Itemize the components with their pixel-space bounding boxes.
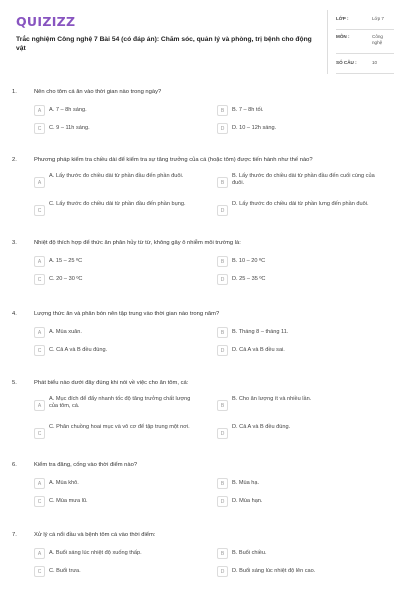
option-letter-box: C xyxy=(34,496,45,507)
option-letter-box: D xyxy=(217,274,228,285)
meta-label: MÔN : xyxy=(336,34,350,39)
option-text: B. 10 – 20 ºC xyxy=(232,257,266,264)
meta-row-subject xyxy=(336,34,394,54)
answer-option-b[interactable] xyxy=(217,105,377,117)
option-letter-box: B xyxy=(217,478,228,489)
option-letter-box: B xyxy=(217,256,228,267)
question-text: Kiểm tra đăng, cống vào thời điểm nào? xyxy=(34,462,138,468)
question-number: 7. xyxy=(12,532,17,538)
answer-option-a[interactable] xyxy=(34,548,194,560)
option-letter-box: C xyxy=(34,274,45,285)
question-block xyxy=(12,380,388,440)
option-text: C. Buổi trưa. xyxy=(49,567,81,574)
option-text: B. Tháng 8 – tháng 11. xyxy=(232,328,289,335)
option-letter-box: A xyxy=(34,478,45,489)
option-text: A. Mùa xuân. xyxy=(49,328,82,335)
answer-option-a[interactable] xyxy=(34,478,194,490)
answer-option-b[interactable] xyxy=(217,256,377,268)
option-text: C. Phân chuồng hoai mục và vô cơ để tập trung một nơi. xyxy=(49,424,190,430)
answer-option-b[interactable] xyxy=(217,548,377,560)
answer-option-d[interactable] xyxy=(217,123,377,135)
meta-label: SỐ CÂU : xyxy=(336,60,357,65)
answer-option-b[interactable] xyxy=(217,327,377,339)
option-letter-box: D xyxy=(217,345,228,356)
option-letter-box: C xyxy=(34,428,45,439)
question-block xyxy=(12,89,388,149)
question-text: Phương pháp kiểm tra chiều dài để kiểm tra sự tăng trưởng của cá (hoặc tôm) được tiến hành như thế nào? xyxy=(34,157,313,163)
option-text: B. Mùa hạ. xyxy=(232,479,260,486)
option-text: D. 25 – 35 ºC xyxy=(232,275,266,282)
option-text: D. Lấy thước đo chiều dài từ phần lưng đến phần đuôi. xyxy=(232,201,369,207)
option-letter-box: B xyxy=(217,327,228,338)
option-text: C. Mùa mưa lũ. xyxy=(49,497,88,504)
question-number: 2. xyxy=(12,157,17,163)
option-letter-box: D xyxy=(217,123,228,134)
question-block xyxy=(12,311,388,371)
question-text: Nên cho tôm cá ăn vào thời gian nào trong ngày? xyxy=(34,89,162,95)
option-letter-box: A xyxy=(34,548,45,559)
answer-option-c[interactable] xyxy=(34,345,194,357)
option-letter-box: B xyxy=(217,400,228,411)
option-letter-box: A xyxy=(34,177,45,188)
option-text: D. Mùa hạn. xyxy=(232,497,263,504)
answer-option-d[interactable] xyxy=(217,424,377,444)
worksheet-meta xyxy=(327,10,392,74)
option-letter-box: A xyxy=(34,105,45,116)
meta-row-class xyxy=(336,16,394,30)
option-text: A. 7 – 8h sáng. xyxy=(49,106,87,113)
option-letter-box: C xyxy=(34,205,45,216)
meta-row-question-count xyxy=(336,60,394,74)
question-block xyxy=(12,157,388,217)
option-letter-box: B xyxy=(217,177,228,188)
answer-option-d[interactable] xyxy=(217,201,377,221)
option-text: C. Cả A và B đều đúng. xyxy=(49,346,108,353)
meta-value: 10 xyxy=(372,60,378,65)
option-text: A. Mục đích để đẩy nhanh tốc độ tăng trưởng chất lượng của tôm, cá. xyxy=(49,396,191,410)
meta-label: LỚP : xyxy=(336,16,349,21)
option-letter-box: C xyxy=(34,566,45,577)
question-number: 1. xyxy=(12,89,17,95)
question-text: Nhiệt độ thích hợp để thức ăn phân hủy từ từ, không gây ô nhiễm môi trường là: xyxy=(34,240,241,246)
answer-option-c[interactable] xyxy=(34,201,194,221)
option-text: C. Lấy thước đo chiều dài từ phần đầu đến phần bụng. xyxy=(49,201,186,207)
option-letter-box: D xyxy=(217,428,228,439)
option-letter-box: D xyxy=(217,566,228,577)
answer-option-b[interactable] xyxy=(217,396,377,416)
question-text: Phát biểu nào dưới đây đúng khi nói về việc cho ăn tôm, cá: xyxy=(34,380,189,386)
question-number: 5. xyxy=(12,380,17,386)
meta-value: Lớp 7 xyxy=(372,16,384,21)
option-text: C. 20 – 30 ºC xyxy=(49,275,83,282)
answer-option-a[interactable] xyxy=(34,396,194,416)
answer-option-b[interactable] xyxy=(217,478,377,490)
quizizz-logo: QUIZIZZ xyxy=(16,14,76,29)
question-number: 6. xyxy=(12,462,17,468)
answer-option-a[interactable] xyxy=(34,173,194,193)
option-letter-box: B xyxy=(217,105,228,116)
answer-option-d[interactable] xyxy=(217,274,377,286)
option-text: B. 7 – 8h tối. xyxy=(232,106,264,113)
option-letter-box: C xyxy=(34,123,45,134)
answer-option-a[interactable] xyxy=(34,256,194,268)
question-block xyxy=(12,240,388,300)
answer-option-c[interactable] xyxy=(34,424,194,444)
question-block xyxy=(12,462,388,522)
option-letter-box: A xyxy=(34,400,45,411)
worksheet-title: Trắc nghiệm Công nghệ 7 Bài 54 (có đáp án): Chăm sóc, quản lý và phòng, trị bệnh cho động vật xyxy=(16,36,312,53)
answer-option-c[interactable] xyxy=(34,566,194,578)
option-letter-box: A xyxy=(34,256,45,267)
question-block xyxy=(12,532,388,592)
option-text: A. Mùa khô. xyxy=(49,479,79,486)
question-number: 4. xyxy=(12,311,17,317)
question-number: 3. xyxy=(12,240,17,246)
option-text: C. 9 – 11h sáng. xyxy=(49,124,90,131)
option-text: B. Cho ăn lượng ít và nhiều lần. xyxy=(232,396,312,402)
question-text: Lượng thức ăn và phân bón nên tập trung vào thời gian nào trong năm? xyxy=(34,311,220,317)
option-text: D. 10 – 12h sáng. xyxy=(232,124,277,131)
answer-option-d[interactable] xyxy=(217,566,377,578)
option-text: D. Buổi sáng lúc nhiệt độ lên cao. xyxy=(232,567,316,574)
answer-option-c[interactable] xyxy=(34,274,194,286)
answer-option-d[interactable] xyxy=(217,496,377,508)
option-letter-box: A xyxy=(34,327,45,338)
question-text: Xử lý cá nổi đầu và bệnh tôm cá vào thời điểm: xyxy=(34,532,156,538)
option-letter-box: D xyxy=(217,205,228,216)
option-text: A. Lấy thước đo chiều dài từ phần đầu đến phần đuôi. xyxy=(49,173,184,179)
answer-option-d[interactable] xyxy=(217,345,377,357)
meta-value: Công nghệ xyxy=(372,34,383,46)
option-text: D. Cả A và B đều đúng. xyxy=(232,424,291,430)
option-text: B. Lấy thước đo chiều dài từ phần đầu đến cuối cùng của đuôi. xyxy=(232,173,375,187)
option-text: A. Buổi sáng lúc nhiệt độ xuống thấp. xyxy=(49,549,142,556)
option-text: B. Buổi chiều. xyxy=(232,549,267,556)
answer-option-b[interactable] xyxy=(217,173,377,193)
option-letter-box: C xyxy=(34,345,45,356)
option-letter-box: D xyxy=(217,496,228,507)
option-text: A. 15 – 25 ºC xyxy=(49,257,83,264)
worksheet-header xyxy=(10,8,390,76)
answer-option-a[interactable] xyxy=(34,327,194,339)
answer-option-c[interactable] xyxy=(34,496,194,508)
option-letter-box: B xyxy=(217,548,228,559)
answer-option-a[interactable] xyxy=(34,105,194,117)
option-text: D. Cả A và B đều sai. xyxy=(232,346,285,353)
answer-option-c[interactable] xyxy=(34,123,194,135)
